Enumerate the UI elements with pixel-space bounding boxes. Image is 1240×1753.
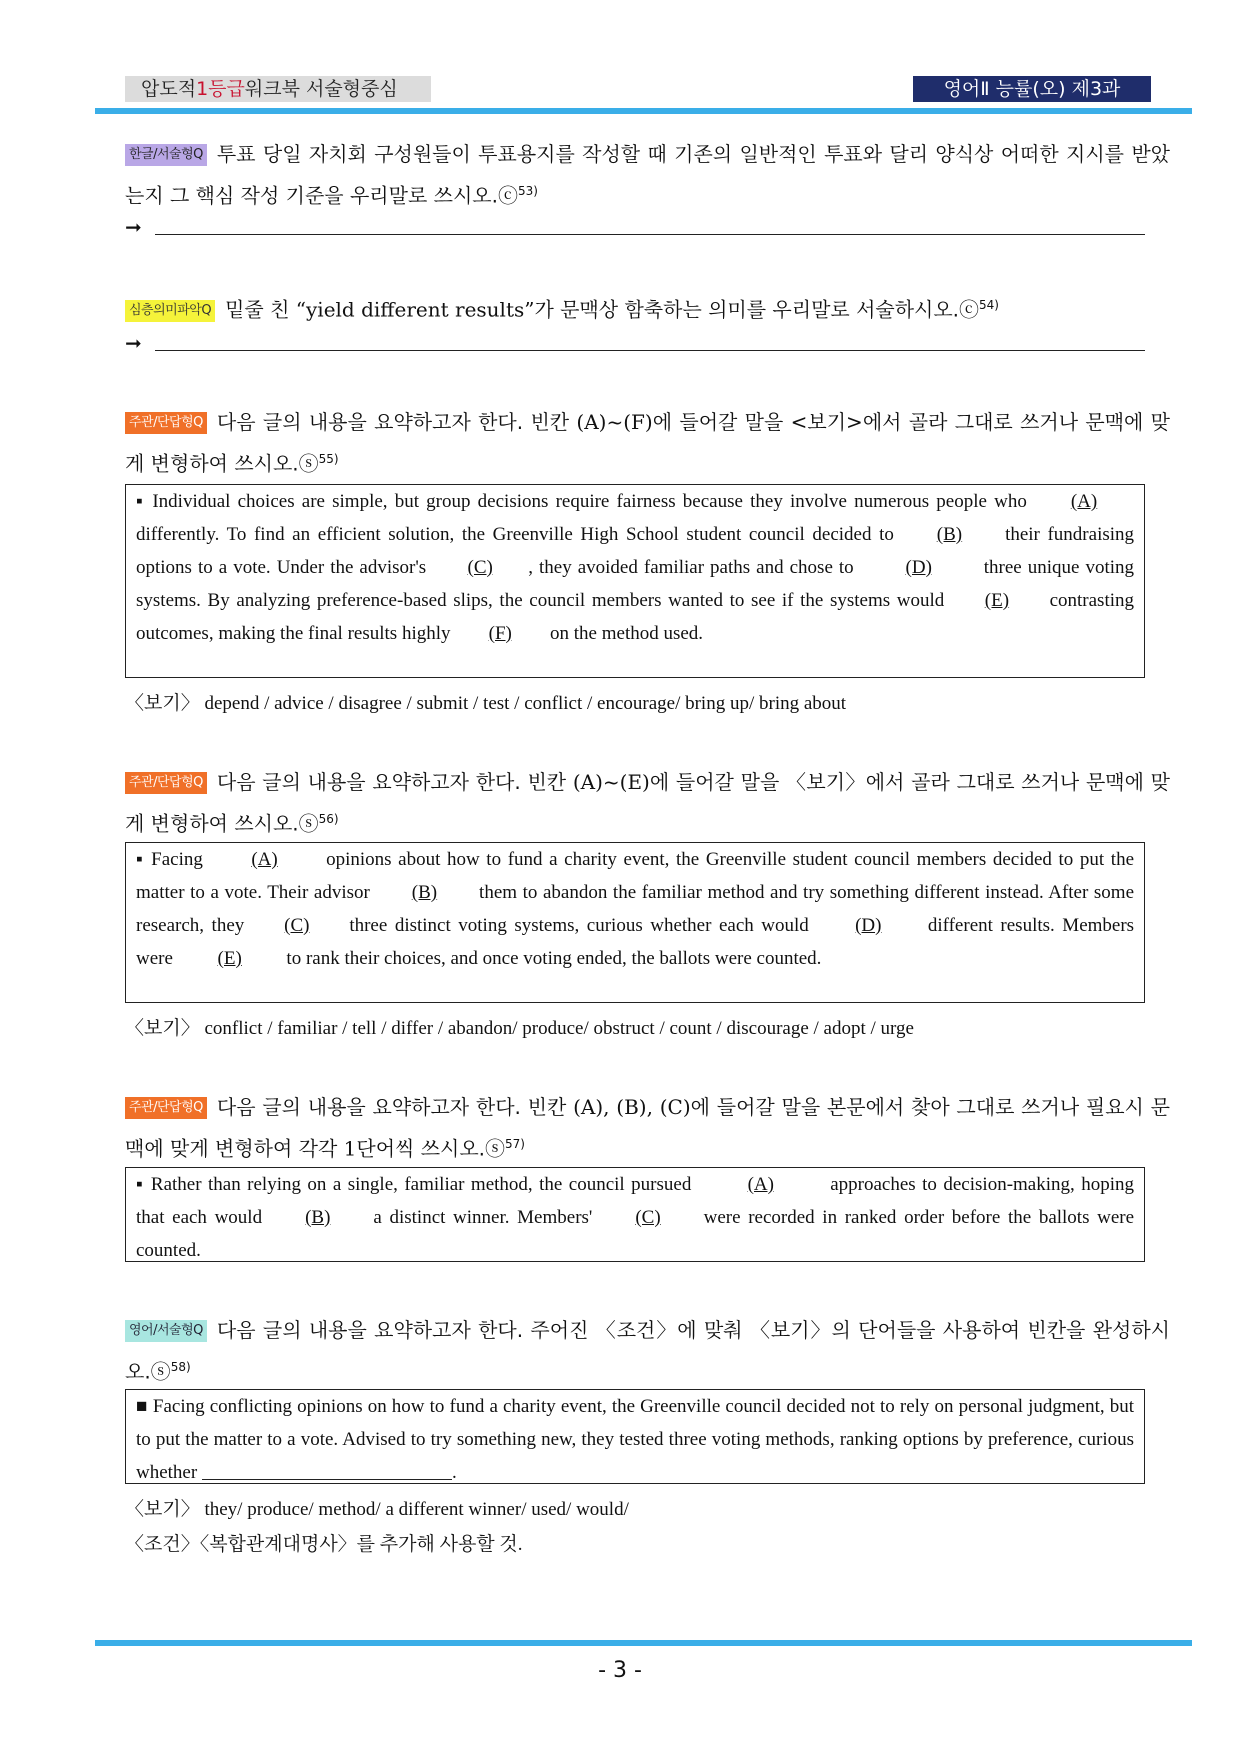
question-blank-range: (A)~(F): [576, 410, 653, 434]
passage-box-55: [125, 484, 1145, 678]
blank-e[interactable]: (E): [217, 948, 242, 969]
question-type-badge: 주관/단답형Q: [125, 412, 207, 434]
passage-text: , they avoided familiar paths and chose to: [528, 557, 854, 578]
question-number: 55): [318, 452, 339, 466]
blank-d[interactable]: (D): [905, 557, 932, 578]
question-number: 56): [318, 812, 339, 826]
question-54: [125, 287, 1170, 329]
blank-b[interactable]: (B): [411, 882, 438, 903]
question-word-count: 1: [343, 1136, 357, 1161]
passage-text: a distinct winner. Members': [373, 1207, 593, 1228]
question-type-badge: 한글/서술형Q: [125, 144, 207, 166]
passage-text: ▪ Facing: [136, 849, 203, 870]
blank-b[interactable]: (B): [305, 1207, 331, 1228]
title-prefix: 압도적: [141, 78, 197, 100]
arrow-icon: ➞: [125, 331, 142, 355]
question-text-mid: 에 들어갈 말을 본문에서 찾아 그대로 쓰거나 필요시 문맥에 맞게 변형하여 각각: [125, 1095, 1170, 1161]
question-text-pre: 다음 글의 내용을 요약하고자 한다. 빈칸: [216, 410, 577, 434]
passage-text: to rank their choices, and once voting ended, the ballots were counted.: [286, 948, 822, 969]
passage-text: were recorded in ranked order before the ballots were counted.: [136, 1207, 1135, 1261]
passage-text: differently. To find an efficient solution, the Greenville High School student council decided to: [136, 524, 894, 545]
blank-b[interactable]: (B): [936, 524, 963, 545]
blank-d[interactable]: (D): [855, 915, 882, 936]
passage-box-58: [125, 1389, 1145, 1484]
passage-text: opinions about how to fund a charity event, the Greenville student council members decided to put the matter to a vote. Their advisor: [136, 849, 1135, 903]
page-number: - 3 -: [598, 1658, 642, 1683]
answer-line-53[interactable]: [125, 215, 1145, 244]
passage-text: .: [451, 1462, 457, 1483]
blank-a[interactable]: (A): [747, 1174, 774, 1195]
answer-blank[interactable]: [202, 1459, 452, 1480]
question-57: [125, 1089, 1170, 1168]
answer-underline: [155, 234, 1145, 235]
course-label: 영어Ⅱ 능률(오) 제3과: [913, 76, 1151, 102]
question-text-pre: 다음 글의 내용을 요약하고자 한다. 빈칸: [216, 1095, 574, 1119]
question-text-pre: 밑줄 친: [225, 297, 296, 322]
passage-text: contrasting outcomes, making the final results highly: [136, 590, 1135, 644]
blank-c[interactable]: (C): [284, 915, 310, 936]
question-58: [125, 1312, 1170, 1391]
question-number: 53): [517, 184, 538, 198]
blank-e[interactable]: (E): [984, 590, 1010, 611]
passage-text: three unique voting systems. By analyzing preference-based slips, the council members wanted to see if the systems would: [136, 557, 1135, 611]
question-number: 58): [170, 1360, 191, 1374]
passage-text: ▪ Rather than relying on a single, familiar method, the council pursued: [136, 1174, 692, 1195]
word-bank-55: 〈보기〉 depend / advice / disagree / submit / test / conflict / encourage/ bring up/ bring about: [125, 693, 847, 714]
answer-line-54[interactable]: [125, 331, 1145, 360]
passage-text: on the method used.: [550, 623, 704, 644]
question-53: [125, 136, 1170, 215]
passage-text: ■ Facing conflicting opinions on how to fund a charity event, the Greenville council decided not to rely on personal judgment, but to put the matter to a vote. Advised to try something new, they tested three voting methods, ranking options by preference, curious whether: [136, 1396, 1134, 1483]
blank-c[interactable]: (C): [467, 557, 493, 578]
question-type-badge: 영어/서술형Q: [125, 1320, 207, 1342]
passage-box-57: [125, 1167, 1145, 1262]
blank-f[interactable]: (F): [488, 623, 512, 644]
passage-text: approaches to decision-making, hoping that each would: [136, 1174, 1134, 1228]
question-type-badge: 주관/단답형Q: [125, 772, 207, 794]
blank-a[interactable]: (A): [1070, 491, 1098, 512]
question-number: 54): [979, 298, 999, 312]
question-type-badge: 심층의미파악Q: [125, 300, 215, 322]
passage-text: ▪ Individual choices are simple, but group decisions require fairness because they involve numerous people who: [136, 491, 1027, 512]
bottom-rule: [95, 1640, 1192, 1646]
question-number: 57): [505, 1137, 525, 1151]
blank-c[interactable]: (C): [635, 1207, 661, 1228]
title-suffix: 워크북 서술형중심: [244, 78, 398, 100]
top-rule: [95, 108, 1192, 114]
question-text-pre: 다음 글의 내용을 요약하고자 한다. 빈칸: [216, 770, 573, 794]
question-55: [125, 404, 1170, 483]
workbook-title: [125, 76, 431, 102]
answer-underline: [155, 350, 1145, 351]
passage-text: different results. Members were: [136, 915, 1135, 969]
question-type-badge: 주관/단답형Q: [125, 1097, 207, 1119]
question-blank-range: (A), (B), (C): [573, 1095, 691, 1119]
question-quote: “yield different results”: [295, 297, 535, 322]
passage-text: their fundraising options to a vote. Under the advisor's: [136, 524, 1135, 578]
word-bank-58: 〈보기〉 they/ produce/ method/ a different winner/ used/ would/: [125, 1499, 629, 1520]
passage-text: three distinct voting systems, curious whether each would: [349, 915, 809, 936]
blank-a[interactable]: (A): [251, 849, 278, 870]
question-text-post: 단어씩 쓰시오.ⓢ: [356, 1136, 506, 1161]
title-highlight: 1등급: [196, 78, 245, 100]
word-bank-56: 〈보기〉 conflict / familiar / tell / differ / abandon/ produce/ obstruct / count / discourage / adopt / urge: [125, 1018, 914, 1039]
question-blank-range: (A)~(E): [572, 770, 650, 794]
question-56: [125, 764, 1170, 843]
passage-box-56: [125, 842, 1145, 1003]
question-text: 투표 당일 자치회 구성원들이 투표용지를 작성할 때 기존의 일반적인 투표와 달리 양식상 어떠한 지시를 받았는지 그 핵심 작성 기준을 우리말로 쓰시오.ⓒ: [125, 142, 1170, 208]
question-text-post: 에 들어갈 말을 〈보기〉에서 골라 그대로 쓰거나 문맥에 맞게 변형하여 쓰시오.ⓢ: [125, 770, 1170, 836]
arrow-icon: ➞: [125, 215, 142, 239]
condition-58: 〈조건〉〈복합관계대명사〉를 추가해 사용할 것.: [125, 1534, 523, 1555]
question-text: 다음 글의 내용을 요약하고자 한다. 주어진 〈조건〉에 맞춰 〈보기〉의 단어들을 사용하여 빈칸을 완성하시오.ⓢ: [125, 1318, 1170, 1384]
passage-text: them to abandon the familiar method and try something different instead. After some research, they: [136, 882, 1135, 936]
question-text-post: 에 들어갈 말을 <보기>에서 골라 그대로 쓰거나 문맥에 맞게 변형하여 쓰시오.ⓢ: [125, 410, 1170, 476]
question-text-post: 가 문맥상 함축하는 의미를 우리말로 서술하시오.ⓒ: [534, 297, 980, 322]
